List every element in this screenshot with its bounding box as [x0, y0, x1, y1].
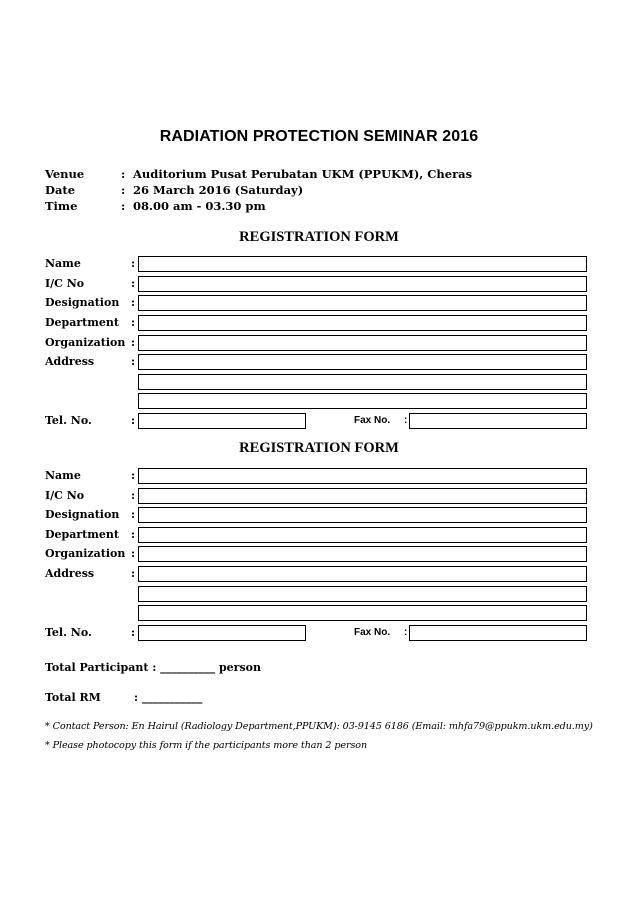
registration-form-title-1: REGISTRATION FORM	[239, 229, 399, 245]
photocopy-note: * Please photocopy this form if the participants more than 2 person	[45, 740, 368, 751]
form1-address-field-1[interactable]	[138, 354, 587, 370]
form1-address-field-3[interactable]	[138, 393, 587, 409]
name-label: Name	[45, 257, 81, 270]
form1-ic-no-field[interactable]	[138, 276, 587, 292]
form2-address-field-2[interactable]	[138, 586, 587, 602]
form2-ic-no-field[interactable]	[138, 488, 587, 504]
organization-label: Organization	[45, 547, 126, 560]
total-participant: Total Participant : __________ person	[45, 661, 261, 674]
venue-label: Venue	[45, 167, 85, 181]
fax-colon: :	[404, 627, 408, 638]
colon: :	[131, 296, 136, 309]
designation-label: Designation	[45, 296, 120, 309]
date-value: 26 March 2016 (Saturday)	[133, 183, 304, 197]
form2-name-field[interactable]	[138, 468, 587, 484]
colon: :	[131, 316, 136, 329]
form2-fax-no-field[interactable]	[409, 625, 587, 641]
fax-no-label: Fax No.	[354, 415, 391, 426]
total-rm-value: : ___________	[134, 691, 203, 704]
ic-no-label: I/C No	[45, 489, 85, 502]
time-label: Time	[45, 199, 78, 213]
seminar-title: RADIATION PROTECTION SEMINAR 2016	[159, 128, 479, 145]
name-label: Name	[45, 469, 81, 482]
time-colon: :	[121, 199, 126, 213]
form1-designation-field[interactable]	[138, 295, 587, 311]
date-label: Date	[45, 183, 76, 197]
contact-note: * Contact Person: En Hairul (Radiology Department,PPUKM): 03-9145 6186 (Email: mhfa79@ppukm.ukm.edu.my)	[45, 721, 593, 732]
colon: :	[131, 489, 136, 502]
date-colon: :	[121, 183, 126, 197]
colon: :	[131, 414, 136, 427]
total-rm-label: Total RM	[45, 691, 101, 704]
colon: :	[131, 355, 136, 368]
colon: :	[131, 336, 136, 349]
colon: :	[131, 626, 136, 639]
fax-colon: :	[404, 415, 408, 426]
form2-tel-no-field[interactable]	[138, 625, 306, 641]
time-value: 08.00 am - 03.30 pm	[133, 199, 266, 213]
fax-no-label: Fax No.	[354, 627, 391, 638]
colon: :	[131, 567, 136, 580]
form1-address-field-2[interactable]	[138, 374, 587, 390]
total-rm-row	[45, 691, 203, 704]
colon: :	[131, 508, 136, 521]
designation-label: Designation	[45, 508, 120, 521]
form1-fax-no-field[interactable]	[409, 413, 587, 429]
department-label: Department	[45, 528, 119, 541]
registration-form-title-2: REGISTRATION FORM	[239, 440, 399, 456]
tel-no-label: Tel. No.	[45, 626, 92, 639]
colon: :	[131, 528, 136, 541]
form1-department-field[interactable]	[138, 315, 587, 331]
tel-no-label: Tel. No.	[45, 414, 92, 427]
department-label: Department	[45, 316, 119, 329]
colon: :	[131, 469, 136, 482]
form1-organization-field[interactable]	[138, 335, 587, 351]
venue-colon: :	[121, 167, 126, 181]
form2-organization-field[interactable]	[138, 546, 587, 562]
ic-no-label: I/C No	[45, 277, 85, 290]
organization-label: Organization	[45, 336, 126, 349]
address-label: Address	[45, 567, 95, 580]
form2-address-field-3[interactable]	[138, 605, 587, 621]
colon: :	[131, 257, 136, 270]
form2-department-field[interactable]	[138, 527, 587, 543]
colon: :	[131, 547, 136, 560]
colon: :	[131, 277, 136, 290]
form2-designation-field[interactable]	[138, 507, 587, 523]
venue-value: Auditorium Pusat Perubatan UKM (PPUKM), Cheras	[133, 167, 473, 181]
address-label: Address	[45, 355, 95, 368]
form1-tel-no-field[interactable]	[138, 413, 306, 429]
form2-address-field-1[interactable]	[138, 566, 587, 582]
form1-name-field[interactable]	[138, 256, 587, 272]
